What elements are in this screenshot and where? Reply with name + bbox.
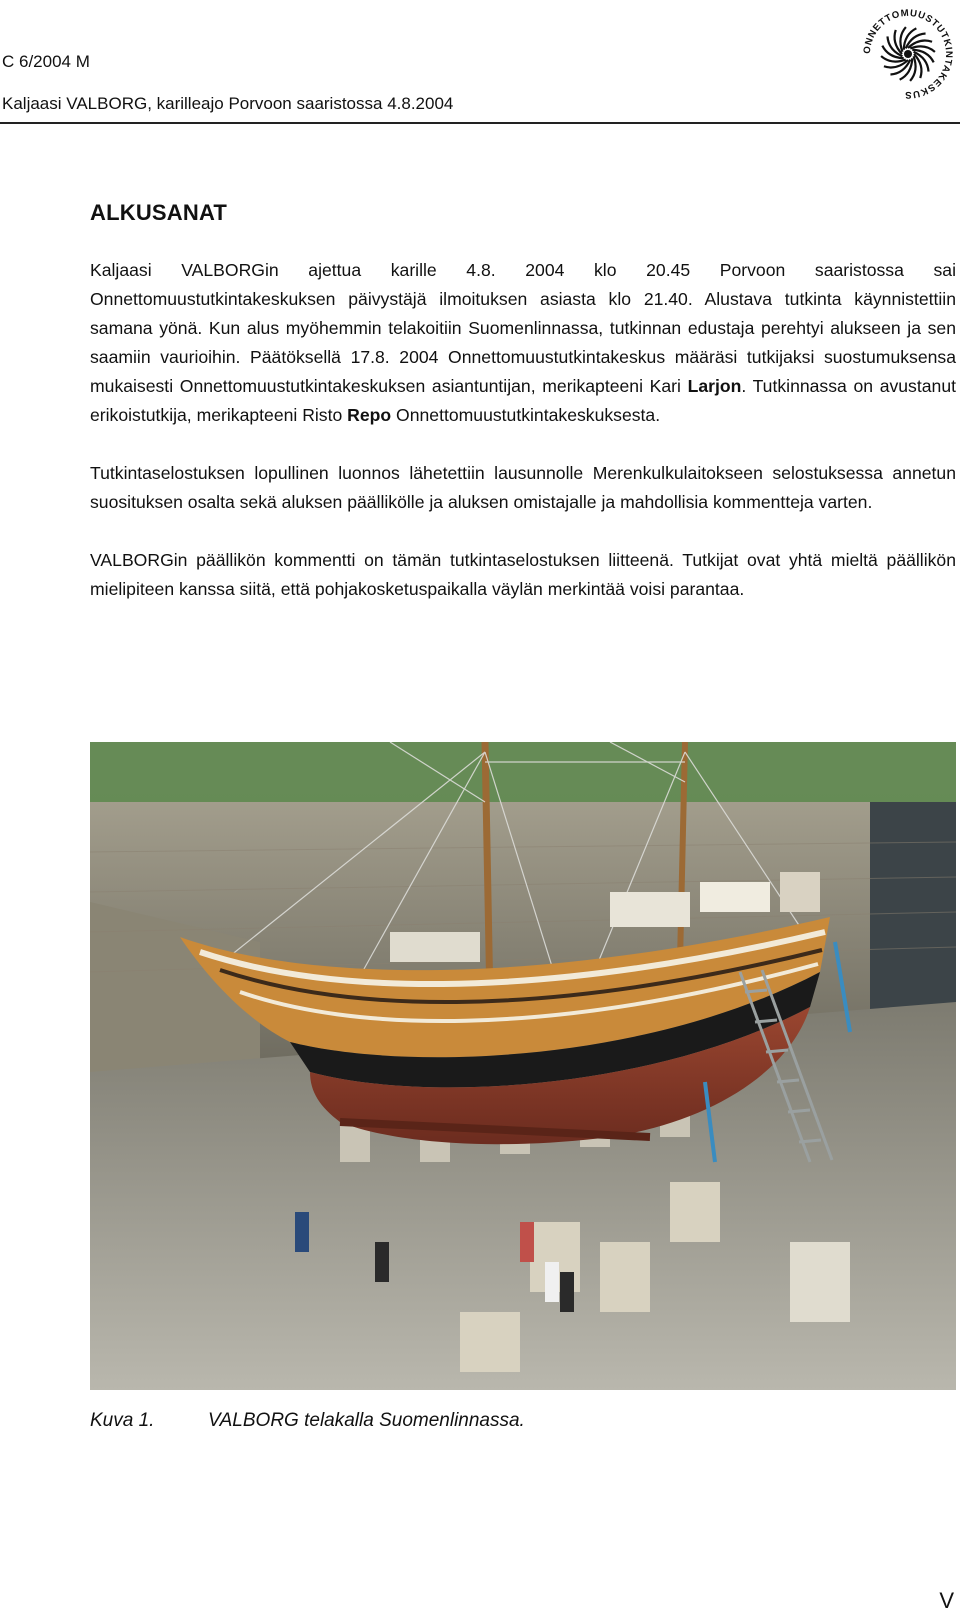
ship-drydock-photo (90, 742, 956, 1390)
main-content (90, 200, 956, 633)
page-number: V (939, 1588, 954, 1613)
paragraph-1-text-b: . Tutkinnassa on avustanut erikoistutkija, merikapteeni Risto (90, 376, 956, 425)
paragraph-2: Tutkintaselostuksen lopullinen luonnos lähetettiin lausunnolle Merenkulkulaitokseen selostuksessa annetun suosituksen osalta sekä aluksen päällikölle ja aluksen omistajalle ja mahdollisia kommentteja varten. (90, 463, 956, 512)
paragraph-3: VALBORGin päällikön kommentti on tämän tutkintaselostuksen liitteenä. Tutkijat ovat yhtä mieltä päällikön mielipiteen kanssa siitä, että pohjakosketuspaikalla väylän merkintää voisi parantaa. (90, 550, 956, 599)
onnettomuustutkintakeskus-logo (858, 4, 958, 104)
treeline (90, 742, 956, 812)
paragraph-1 (90, 256, 956, 430)
svg-text:ONNETTOMUUSTUTKINTAKESKUS: ONNETTOMUUSTUTKINTAKESKUS (861, 7, 955, 101)
investigator-name: Larjon (687, 376, 742, 396)
paragraph-1-text-a: Kaljaasi VALBORGin ajettua karille 4.8. 2004 klo 20.45 Porvoon saaristossa sai Onnettomuustutkintakeskuksen päivystäjä ilmoituksen asiasta klo 21.40. Alustava tutkinta käynnistettiin samana yönä. Kun alus myöhemmin telakoitiin Suomenlinnassa, tutkinnan edustaja perehtyi alukseen ja sen saamiin vaurioihin. Päätöksellä 17.8. 2004 Onnettomuustutkintakeskus määräsi tutkijaksi suostumuksensa mukaisesti Onnettomuustutkintakeskuksen asiantuntijan, merikapteeni Kari (90, 260, 956, 396)
figure-label: Kuva 1. (90, 1410, 155, 1431)
ship-photo-illustration (90, 742, 956, 1390)
page-header (0, 0, 960, 126)
section-heading: ALKUSANAT (90, 200, 228, 225)
paragraph-1-text-c: Onnettomuustutkintakeskuksesta. (391, 405, 661, 425)
figure-caption-text: VALBORG telakalla Suomenlinnassa. (208, 1410, 525, 1431)
assistant-name: Repo (347, 405, 392, 425)
document-code: C 6/2004 M (2, 52, 90, 71)
document-subtitle: Kaljaasi VALBORG, karilleajo Porvoon saaristossa 4.8.2004 (2, 94, 454, 113)
header-rule (0, 122, 960, 124)
figure-caption (90, 1410, 525, 1432)
